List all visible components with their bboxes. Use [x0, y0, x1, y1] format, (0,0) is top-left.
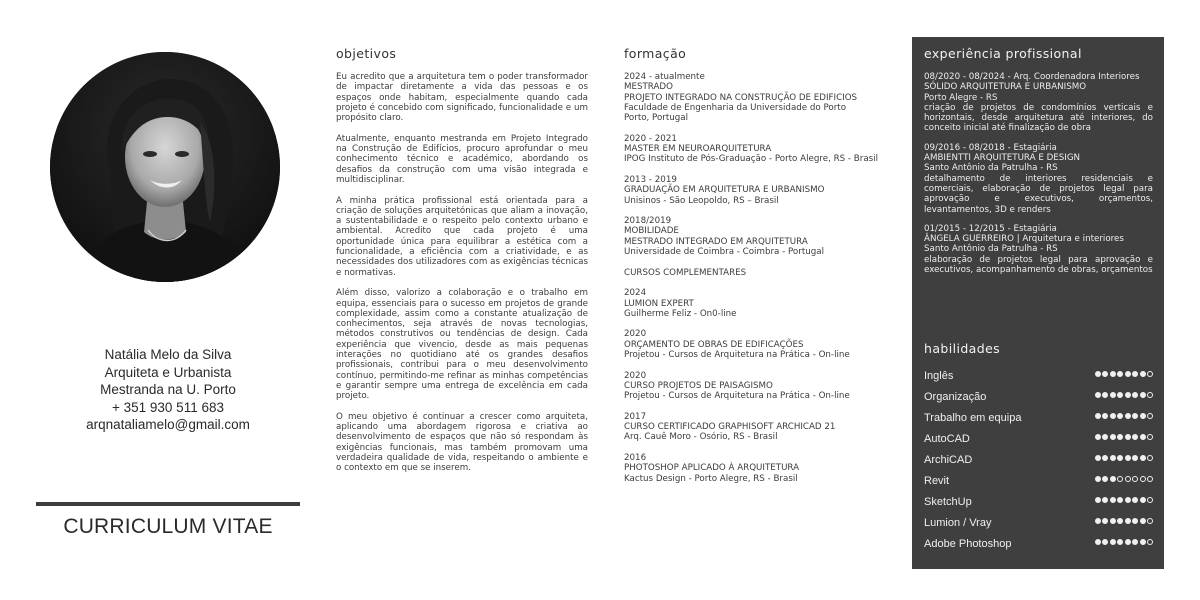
rating-dot-filled: [1117, 539, 1123, 545]
formacao-line: Universidade de Coimbra - Coimbra - Portugal: [624, 247, 824, 258]
formacao-line: 2024: [624, 288, 647, 299]
habilidades-title: habilidades: [924, 341, 1001, 356]
rating-dot-empty: [1140, 476, 1146, 482]
rating-dot-filled: [1132, 413, 1138, 419]
rating-dot-filled: [1140, 413, 1146, 419]
objetivos-paragraph: A minha prática profissional está orientada para a criação de soluções arquitetónicas que aliam a inovação, a sustentabilidade e o respeito pelo contexto urbano e ambiental. Acredito que cada projeto é uma oportunidade única para equilibrar a estética com a funcionalidade, a eficiência com a criatividade, e as necessidades dos utilizadores com as exigências técnicas e normativas.: [336, 195, 588, 278]
skill-name: Adobe Photoshop: [924, 538, 1012, 550]
rating-dot-filled: [1095, 476, 1101, 482]
formacao-entry: [624, 288, 886, 319]
profile-email[interactable]: arqnataliamelo@gmail.com: [86, 417, 250, 432]
rating-dot-filled: [1102, 413, 1108, 419]
rating-dot-filled: [1102, 434, 1108, 440]
objetivos-title: objetivos: [336, 46, 397, 61]
rating-dot-filled: [1110, 413, 1116, 419]
formacao-line: MESTRADO: [624, 82, 673, 93]
skill-name: ArchiCAD: [924, 454, 973, 466]
formacao-line: 2020: [624, 370, 647, 381]
rating-dot-filled: [1095, 455, 1101, 461]
skill-rating: [1095, 413, 1154, 419]
skill-name: AutoCAD: [924, 433, 970, 445]
job-period: 08/2020 - 08/2024 - Arq. Coordenadora Interiores: [924, 72, 1140, 82]
job-company: SÓLIDO ARQUITETURA E URBANISMO: [924, 82, 1087, 93]
rating-dot-filled: [1110, 455, 1116, 461]
rating-dot-filled: [1125, 392, 1131, 398]
job-entry: [924, 143, 1153, 215]
skill-rating: [1095, 518, 1154, 524]
formacao-list: [624, 72, 886, 494]
job-entry: [924, 224, 1153, 275]
rating-dot-filled: [1125, 371, 1131, 377]
rating-dot-filled: [1102, 518, 1108, 524]
rating-dot-filled: [1125, 497, 1131, 503]
formacao-line: GRADUAÇÃO EM ARQUITETURA E URBANISMO: [624, 185, 825, 196]
rating-dot-filled: [1110, 392, 1116, 398]
skill-row: [924, 432, 1153, 453]
skill-row: [924, 390, 1153, 411]
formacao-line: 2018/2019: [624, 216, 672, 227]
skill-rating: [1095, 497, 1154, 503]
rating-dot-filled: [1132, 371, 1138, 377]
formacao-line: LUMION EXPERT: [624, 298, 694, 309]
rating-dot-filled: [1117, 413, 1123, 419]
formacao-line: MOBILIDADE: [624, 226, 679, 237]
rating-dot-empty: [1147, 392, 1153, 398]
job-period: 09/2016 - 08/2018 - Estagiária: [924, 142, 1057, 153]
rating-dot-filled: [1102, 392, 1108, 398]
formacao-entry: [624, 175, 886, 206]
rating-dot-empty: [1147, 518, 1153, 524]
formacao-entry: [624, 329, 886, 360]
skill-row: [924, 453, 1153, 474]
rating-dot-filled: [1117, 392, 1123, 398]
formacao-line: CURSO PROJETOS DE PAISAGISMO: [624, 380, 773, 391]
formacao-line: Faculdade de Engenharia da Universidade do Porto: [624, 102, 847, 113]
skill-name: Lumion / Vray: [924, 517, 992, 529]
rating-dot-empty: [1117, 476, 1123, 482]
rating-dot-filled: [1140, 539, 1146, 545]
rating-dot-filled: [1125, 434, 1131, 440]
rating-dot-filled: [1102, 455, 1108, 461]
formacao-line: Arq. Cauê Moro - Osório, RS - Brasil: [624, 432, 778, 443]
formacao-line: 2016: [624, 452, 647, 463]
rating-dot-filled: [1125, 455, 1131, 461]
formacao-entry: [624, 134, 886, 165]
skill-name: Trabalho em equipa: [924, 412, 1022, 424]
skill-row: [924, 516, 1153, 537]
rating-dot-filled: [1102, 476, 1108, 482]
rating-dot-filled: [1140, 371, 1146, 377]
skill-row: [924, 474, 1153, 495]
formacao-line: Projetou - Cursos de Arquitetura na Prática - On-line: [624, 350, 850, 361]
contact-block: [0, 346, 336, 434]
rating-dot-filled: [1095, 497, 1101, 503]
formacao-entry: [624, 72, 886, 123]
formacao-line: 2020 - 2021: [624, 133, 677, 144]
rating-dot-filled: [1140, 497, 1146, 503]
skill-row: [924, 369, 1153, 390]
profile-name: Natália Melo da Silva: [104, 347, 232, 362]
job-description: criação de projetos de condomínios verticais e horizontais, desde arquitetura até interiores, do conceito inicial até finalização de obra: [924, 102, 1153, 134]
rating-dot-filled: [1140, 392, 1146, 398]
formacao-line: 2013 - 2019: [624, 174, 677, 185]
objetivos-paragraph: Eu acredito que a arquitetura tem o poder transformador de impactar diretamente a vida das pessoas e os espaços onde habitam, especialmente quando cada projeto é concebido com significado, funcionalidade e um propósito claro.: [336, 72, 588, 124]
rating-dot-empty: [1125, 476, 1131, 482]
profile-photo: [50, 52, 280, 282]
rating-dot-filled: [1110, 476, 1116, 482]
rating-dot-empty: [1147, 413, 1153, 419]
skill-name: Revit: [924, 475, 950, 487]
formacao-line: Projetou - Cursos de Arquitetura na Prática - On-line: [624, 391, 850, 402]
experiencia-list: [924, 72, 1153, 284]
rating-dot-filled: [1095, 434, 1101, 440]
skill-row: [924, 411, 1153, 432]
skill-rating: [1095, 371, 1154, 377]
rating-dot-empty: [1147, 371, 1153, 377]
job-place: Santo Antônio da Patrulha - RS: [924, 244, 1058, 255]
formacao-line: Porto, Portugal: [624, 113, 689, 124]
rating-dot-filled: [1110, 518, 1116, 524]
cv-title: CURRICULUM VITAE: [63, 515, 273, 538]
formacao-line: IPOG Instituto de Pós-Graduação - Porto Alegre, RS - Brasil: [624, 154, 879, 165]
skill-name: Organização: [924, 391, 987, 403]
profile-portrait-illustration: [50, 52, 280, 282]
rating-dot-filled: [1095, 392, 1101, 398]
formacao-entry: [624, 412, 886, 443]
formacao-title: formação: [624, 46, 687, 61]
formacao-line: PHOTOSHOP APLICADO À ARQUITETURA: [624, 463, 800, 474]
objetivos-paragraph: Atualmente, enquanto mestranda em Projeto Integrado na Construção de Edifícios, procuro aprofundar o meu conhecimento técnico e académico, abordando os desafios da construção com uma visão integrada e multidisciplinar.: [336, 133, 588, 185]
job-place: Porto Alegre - RS: [924, 92, 998, 103]
rating-dot-filled: [1117, 434, 1123, 440]
job-company: ÂNGELA GUERREIRO | Arquitetura e interiores: [924, 234, 1124, 245]
rating-dot-empty: [1147, 497, 1153, 503]
formacao-line: 2017: [624, 411, 647, 422]
skill-rating: [1095, 539, 1154, 545]
formacao-line: MESTRADO INTEGRADO EM ARQUITETURA: [624, 236, 808, 247]
rating-dot-filled: [1095, 413, 1101, 419]
rating-dot-filled: [1140, 518, 1146, 524]
rating-dot-filled: [1110, 497, 1116, 503]
formacao-line: CURSO CERTIFICADO GRAPHISOFT ARCHICAD 21: [624, 422, 836, 433]
skill-row: [924, 495, 1153, 516]
skills-list: [924, 369, 1153, 558]
job-entry: [924, 72, 1153, 134]
rating-dot-filled: [1110, 434, 1116, 440]
formacao-line: ORÇAMENTO DE OBRAS DE EDIFICAÇÕES: [624, 339, 804, 350]
formacao-line: PROJETO INTEGRADO NA CONSTRUÇÃO DE EDIFICIOS: [624, 92, 858, 103]
rating-dot-empty: [1147, 455, 1153, 461]
experiencia-title: experiência profissional: [924, 46, 1082, 61]
rating-dot-empty: [1147, 434, 1153, 440]
rating-dot-filled: [1117, 371, 1123, 377]
formacao-line: Guilherme Feliz - On0-line: [624, 308, 737, 319]
rating-dot-filled: [1117, 497, 1123, 503]
rating-dot-filled: [1140, 455, 1146, 461]
skill-name: SketchUp: [924, 496, 972, 508]
skill-row: [924, 537, 1153, 558]
rating-dot-filled: [1095, 539, 1101, 545]
objetivos-paragraph: Além disso, valorizo a colaboração e o trabalho em equipa, essenciais para o sucesso em projetos de grande complexidade, assim como a constante atualização de conhecimentos, seja através de novas tecnologias, métodos construtivos ou tendências de design. Cada experiência que vivencio, desde as mais pequenas interações no quotidiano até os grandes desafios profissionais, contribui para o meu desenvolvimento contínuo, permitindo-me refinar as minhas competências e garantir sempre uma entrega de excelência em cada projeto.: [336, 288, 588, 402]
formacao-line: Kactus Design - Porto Alegre, RS - Brasil: [624, 473, 798, 484]
rating-dot-filled: [1102, 497, 1108, 503]
rating-dot-filled: [1095, 518, 1101, 524]
rating-dot-filled: [1132, 455, 1138, 461]
rating-dot-filled: [1140, 434, 1146, 440]
profile-phone[interactable]: + 351 930 511 683: [112, 399, 224, 415]
formacao-line: CURSOS COMPLEMENTARES: [624, 267, 747, 278]
objetivos-paragraph: O meu objetivo é continuar a crescer como arquiteta, aplicando uma abordagem rigorosa e criativa ao desenvolvimento de espaços que não só respondam às exigências funcionais, mas também promovam uma verdadeira qualidade de vida, respeitando o ambiente e o contexto em que se inserem.: [336, 411, 588, 474]
formacao-line: 2020: [624, 329, 647, 340]
formacao-entry: [624, 453, 886, 484]
rating-dot-filled: [1132, 392, 1138, 398]
rating-dot-filled: [1125, 413, 1131, 419]
rating-dot-filled: [1125, 539, 1131, 545]
formacao-entry: [624, 216, 886, 257]
skill-rating: [1095, 455, 1154, 461]
skill-name: Inglês: [924, 370, 954, 382]
rating-dot-filled: [1117, 518, 1123, 524]
job-place: Santo Antônio da Patrulha - RS: [924, 163, 1058, 174]
experience-skills-panel: [912, 37, 1164, 569]
rating-dot-filled: [1110, 539, 1116, 545]
rating-dot-filled: [1132, 497, 1138, 503]
rating-dot-empty: [1147, 539, 1153, 545]
rating-dot-filled: [1125, 518, 1131, 524]
formacao-entry: [624, 371, 886, 402]
rating-dot-filled: [1132, 434, 1138, 440]
rating-dot-filled: [1117, 455, 1123, 461]
profile-role: Arquiteta e Urbanista: [104, 364, 232, 380]
rating-dot-filled: [1095, 371, 1101, 377]
objetivos-text: [336, 72, 588, 484]
skill-rating: [1095, 434, 1154, 440]
rating-dot-empty: [1132, 476, 1138, 482]
formacao-subheading: [624, 268, 886, 278]
rating-dot-empty: [1147, 476, 1153, 482]
job-period: 01/2015 - 12/2015 - Estagiária: [924, 223, 1057, 234]
rating-dot-filled: [1102, 371, 1108, 377]
skill-rating: [1095, 476, 1154, 482]
rating-dot-filled: [1102, 539, 1108, 545]
skill-rating: [1095, 392, 1154, 398]
formacao-line: 2024 - atualmente: [624, 72, 705, 82]
rating-dot-filled: [1110, 371, 1116, 377]
job-description: elaboração de projetos legal para aprovação e executivos, acompanhamento de obras, orçamentos: [924, 254, 1153, 276]
rating-dot-filled: [1132, 518, 1138, 524]
formacao-line: MASTER EM NEUROARQUITETURA: [624, 144, 772, 155]
profile-degree: Mestranda na U. Porto: [100, 382, 236, 397]
formacao-line: Unisinos - São Leopoldo, RS – Brasil: [624, 195, 779, 206]
cv-divider: [36, 502, 300, 506]
job-company: AMBIENTTI ARQUITETURA E DESIGN: [924, 153, 1081, 164]
job-description: detalhamento de interiores residenciais e comerciais, elaboração de projetos legal para aprovação e executivos, orçamentos, levantamentos, 3D e renders: [924, 173, 1153, 215]
rating-dot-filled: [1132, 539, 1138, 545]
